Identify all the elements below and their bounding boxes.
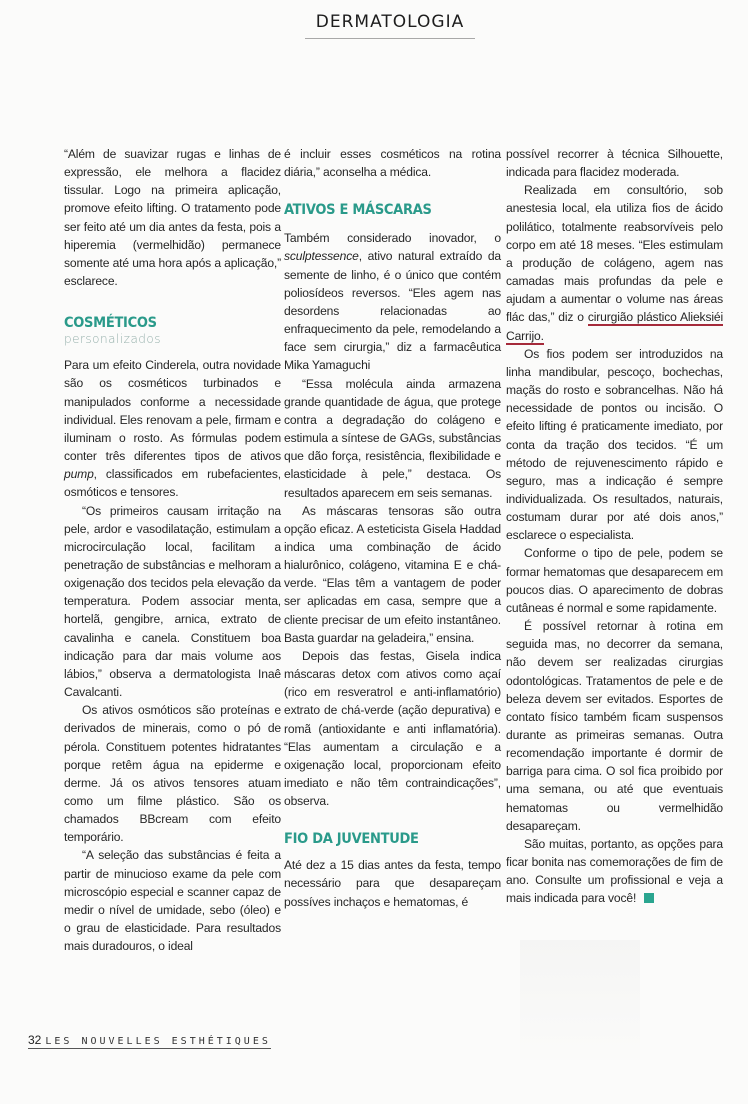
paragraph: “Os primeiros causam irritação na pele, ardor e vasodilatação, estimulam a microcirculação local, facilitam a penetração de substâncias e melhoram a oxigenação dos tecidos pela elevação da temperatura. Podem associar menta, hortelã, gengibre, arnica, extrato de cavalinha e canela. Constituem boa indicação para dar mais volume aos lábios,” observa a dermatologista Inaê Cavalcanti. bbox=[64, 503, 281, 700]
paragraph: As máscaras tensoras são outra opção eficaz. A esteticista Gisela Haddad indica uma combinação de ácido hialurônico, colágeno, vitamina E e chá-verde. “Elas têm a vantagem de poder ser aplicadas em casa, sempre que a cliente precisar de um efeito instantâneo. Basta guardar na geladeira,” ensina. bbox=[284, 503, 501, 645]
paragraph: possível recorrer à técnica Silhouette, indicada para flacidez moderada. bbox=[506, 147, 723, 180]
subheading-fio-da-juventude: FIO DA JUVENTUDE bbox=[284, 831, 419, 848]
column-3 bbox=[506, 145, 723, 908]
paragraph: é incluir esses cosméticos na rotina diária,” aconselha a médica. bbox=[284, 147, 501, 180]
end-of-article-icon bbox=[644, 893, 654, 903]
paragraph: Para um efeito Cinderela, outra novidade são os cosméticos turbinados e manipulados conforme a necessidade individual. Eles renovam a pele, firmam e iluminam o rosto. As fórmulas podem conter três diferentes tipos de ativos pump, classificados em rubefacientes, osmóticos e tensores. bbox=[64, 358, 281, 500]
section-title: DERMATOLOGIA bbox=[305, 12, 475, 39]
subheading-ativos-e-mascaras: ATIVOS E MÁSCARAS bbox=[284, 202, 432, 219]
paragraph: Os ativos osmóticos são proteínas e derivados de minerais, como o pó de pérola. Constituem potentes hidratantes porque retêm água na epiderme e derme. Já os ativos tensores atuam como um filme plástico. São os chamados BBcream com efeito temporário. bbox=[64, 703, 281, 845]
paragraph: Os fios podem ser introduzidos na linha mandibular, pescoço, bochechas, maçãs do rosto e sobrancelhas. Não há necessidade de pontos ou incisão. O efeito lifting é praticamente imediato, por conta da tração dos tecidos. “É um método de rejuvenescimento rápido e seguro, mas a indicação é sempre individualizada. Os resultados, naturais, costumam durar por até dois anos,” esclarece o especialista. bbox=[506, 346, 723, 543]
paragraph: Também considerado inovador, o sculptessence, ativo natural extraído da semente de linho, é o único que contém poliosídeos reversos. “Eles agem nas desordens relacionadas ao enfraquecimento da pele, remodelando a face sem cirurgia,” diz a farmacêutica Mika Yamaguchi bbox=[284, 231, 501, 373]
page-number: 32 bbox=[28, 1033, 42, 1047]
paragraph: “Essa molécula ainda armazena grande quantidade de água, que protege contra a degradação do colágeno e estimula a síntese de GAGs, substâncias que dão força, resistência, flexibilidade e elasticidade à pele,” destaca. Os resultados aparecem em seis semanas. bbox=[284, 376, 501, 500]
section-header bbox=[305, 12, 475, 39]
subheading-personalizados: personalizados bbox=[64, 332, 162, 347]
italic-term: pump bbox=[64, 467, 94, 482]
italic-term: sculptessence bbox=[284, 249, 359, 264]
paragraph: “Além de suavizar rugas e linhas de expressão, ele melhora a flacidez tissular. Logo na primeira aplicação, promove efeito lifting. O tratamento pode ser feito até um dia antes da festa, pois a hiperemia (vermelhidão) permanece somente até uma hora após a aplicação,” esclarece. bbox=[64, 147, 281, 289]
publication-name: LES NOUVELLES ESTHÉTIQUES bbox=[45, 1036, 271, 1047]
paragraph: São muitas, portanto, as opções para ficar bonita nas comemorações de fim de ano. Consulte um profissional e veja a mais indicada para você! bbox=[506, 836, 723, 906]
subheading-cosmeticos: COSMÉTICOS bbox=[64, 315, 157, 332]
paragraph: É possível retornar à rotina em seguida mas, no decorrer da semana, não devem ser realizadas cirurgias odontológicas. Tratamentos de pele e de beleza devem ser evitados. Esportes de contato físico também ficam suspensos durante as primeiras semanas. Outra recomendação importante é dormir de barriga para cima. O sol fica proibido por uma semana, ou até que eventuais hematomas ou vermelhidão desapareçam. bbox=[506, 619, 723, 833]
paragraph: Conforme o tipo de pele, podem se formar hematomas que desaparecem em poucos dias. O aparecimento de dobras cutâneas é normal e some rapidamente. bbox=[506, 546, 723, 615]
paragraph: Depois das festas, Gisela indica máscaras detox com ativos como açaí (rico em resveratrol e anti-inflamatório) extrato de chá-verde (ação depurativa) e romã (antioxidante e anti inflamatória). “Elas aumentam a circulação e a oxigenação local, proporcionam efeito imediato e não têm contraindicações”, observa. bbox=[284, 648, 501, 809]
highlighted-quote-attribution: cirurgião plástico Alieksiéi Carrijo. bbox=[506, 310, 723, 343]
paragraph: Até dez a 15 dias antes da festa, tempo necessário para que desapareçam possíves inchaços e hematomas, é bbox=[284, 858, 501, 909]
paragraph: “A seleção das substâncias é feita a partir de minucioso exame da pele com microscópio especial e scanner capaz de medir o nível de umidade, sebo (óleo) e o grau de elasticidade. Para resultados mais duradouros, o ideal bbox=[64, 848, 281, 954]
page-footer bbox=[28, 1033, 271, 1047]
column-2 bbox=[284, 145, 501, 911]
paragraph: Realizada em consultório, sob anestesia local, ela utiliza fios de ácido polilático, totalmente reabsorvíveis pelo corpo em até 18 meses. “Eles estimulam a produção de colágeno, agem nas camadas mais profundas da pele e ajudam a aumentar o volume nas áreas flác das,” diz o cirurgião plástico Alieksiéi Carrijo. bbox=[506, 183, 723, 343]
column-1 bbox=[64, 145, 281, 955]
faded-background-graphic bbox=[520, 940, 640, 1060]
